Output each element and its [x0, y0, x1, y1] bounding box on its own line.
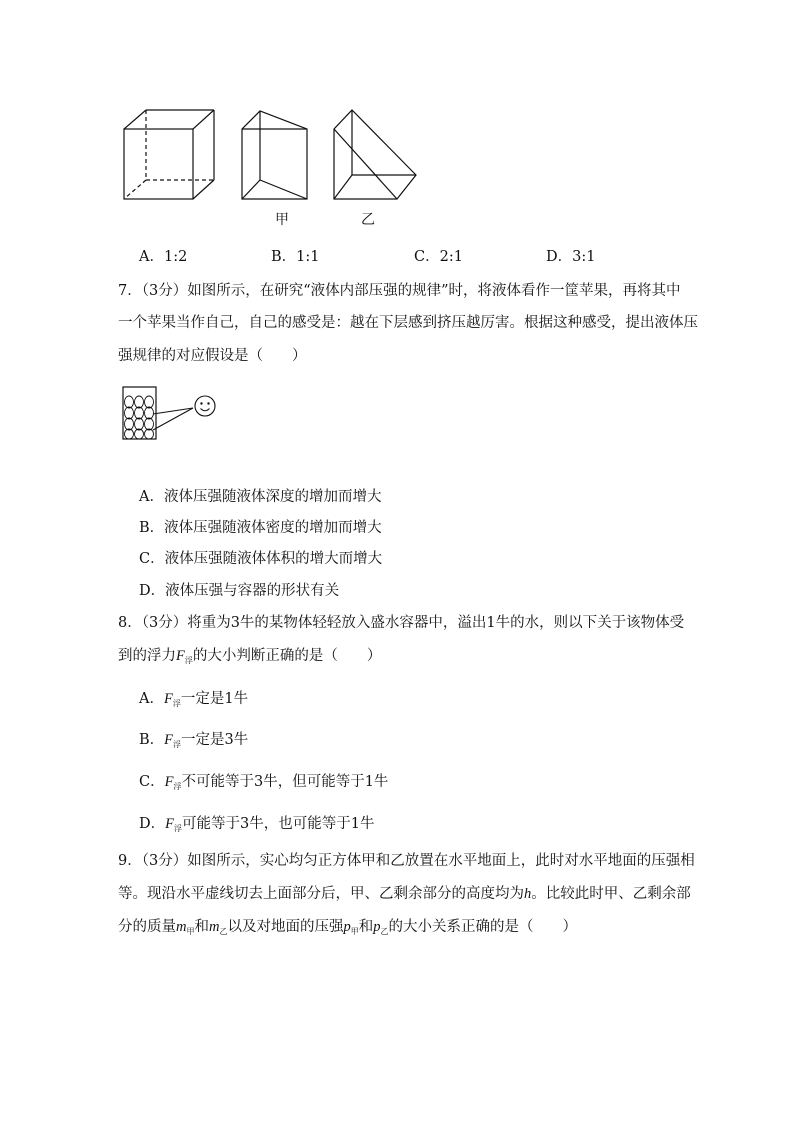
mass-symbol-jia: m: [176, 919, 187, 935]
q8-option-c-text: 不可能等于3牛，但可能等于1牛: [181, 774, 389, 790]
mass-subscript-jia: 甲: [186, 927, 195, 936]
q9-line3-e: 的大小关系正确的是（ ）: [388, 919, 577, 935]
q9-line2-pre: 等。现沿水平虚线切去上面部分后，甲、乙剩余部分的高度均为: [118, 886, 524, 902]
buoyancy-symbol: F: [163, 691, 173, 707]
q8-option-a: [139, 689, 248, 714]
q8-line2-post: 的大小判断正确的是（ ）: [192, 648, 382, 664]
label-jia: 甲: [275, 212, 289, 228]
q8-option-d-letter: D．: [139, 816, 166, 832]
pressure-subscript-jia: 甲: [350, 927, 359, 936]
q8-option-d: [139, 814, 374, 839]
q7-stem-line1: 7．（3分）如图所示，在研究“液体内部压强的规律”时，将液体看作一筐苹果，再将其中: [118, 283, 681, 299]
q8-option-b-letter: B．: [139, 732, 165, 748]
buoyancy-subscript: 浮: [173, 740, 182, 749]
q7-option-d: D．液体压强与容器的形状有关: [139, 583, 340, 599]
buoyancy-subscript: 浮: [173, 782, 182, 791]
q8-option-b-text: 一定是3牛: [181, 732, 249, 748]
q9-line3-b: 和: [194, 919, 209, 935]
q8-option-c: [139, 772, 388, 797]
q9-line2-post: 。比较此时甲、乙剩余部: [531, 886, 691, 902]
buoyancy-symbol: F: [176, 648, 185, 664]
q7-option-b: B．液体压强随液体密度的增加而增大: [139, 520, 382, 536]
q9-line3-c: 以及对地面的压强: [227, 919, 344, 935]
buoyancy-symbol: F: [165, 816, 174, 832]
q8-line2-pre: 到的浮力: [118, 648, 176, 664]
q9-stem-line2: [118, 884, 691, 904]
q8-option-d-text: 可能等于3牛，也可能等于1牛: [182, 816, 375, 832]
buoyancy-subscript: 浮: [184, 656, 193, 665]
mass-subscript-yi: 乙: [219, 927, 228, 936]
q6-option-b: B．1:1: [271, 249, 320, 265]
q8-stem-line2: [118, 646, 381, 671]
q8-option-a-letter: A．: [139, 691, 164, 707]
apple-basket-figure: [0, 0, 794, 460]
q9-line3-a: 分的质量: [118, 919, 176, 935]
q6-option-c: C．2:1: [414, 249, 463, 265]
pressure-subscript-yi: 乙: [380, 927, 389, 936]
buoyancy-symbol: F: [164, 732, 174, 748]
pressure-symbol-yi: p: [373, 919, 381, 935]
q8-option-c-letter: C．: [139, 774, 165, 790]
q9-stem-line3: [118, 917, 577, 942]
buoyancy-symbol: F: [164, 774, 174, 790]
q7-option-c: C．液体压强随液体体积的增大而增大: [139, 551, 383, 567]
q7-stem-line3: 强规律的对应假设是（ ）: [118, 348, 307, 364]
q8-option-a-text: 一定是1牛: [180, 691, 249, 707]
q9-line3-d: 和: [358, 919, 374, 935]
q8-option-b: [139, 730, 248, 755]
q7-stem-line2: 一个苹果当作自己，自己的感受是：越在下层感到挤压越厉害。根据这种感受，提出液体压: [118, 315, 698, 331]
q8-stem-line1: 8．（3分）将重为3牛的某物体轻轻放入盛水容器中，溢出1牛的水，则以下关于该物体受: [118, 615, 685, 631]
q6-option-a: A．1:2: [139, 249, 188, 265]
q7-option-a: A．液体压强随液体深度的增加而增大: [139, 489, 382, 505]
q9-stem-line1: 9．（3分）如图所示，实心均匀正方体甲和乙放置在水平地面上，此时对水平地面的压强相: [118, 853, 695, 869]
buoyancy-subscript: 浮: [174, 824, 182, 833]
label-yi: 乙: [361, 212, 375, 228]
q6-option-d: D．3:1: [546, 249, 596, 265]
mass-symbol-yi: m: [208, 919, 220, 935]
height-symbol: h: [524, 886, 532, 902]
pressure-symbol-jia: p: [343, 919, 351, 935]
buoyancy-subscript: 浮: [172, 699, 181, 708]
